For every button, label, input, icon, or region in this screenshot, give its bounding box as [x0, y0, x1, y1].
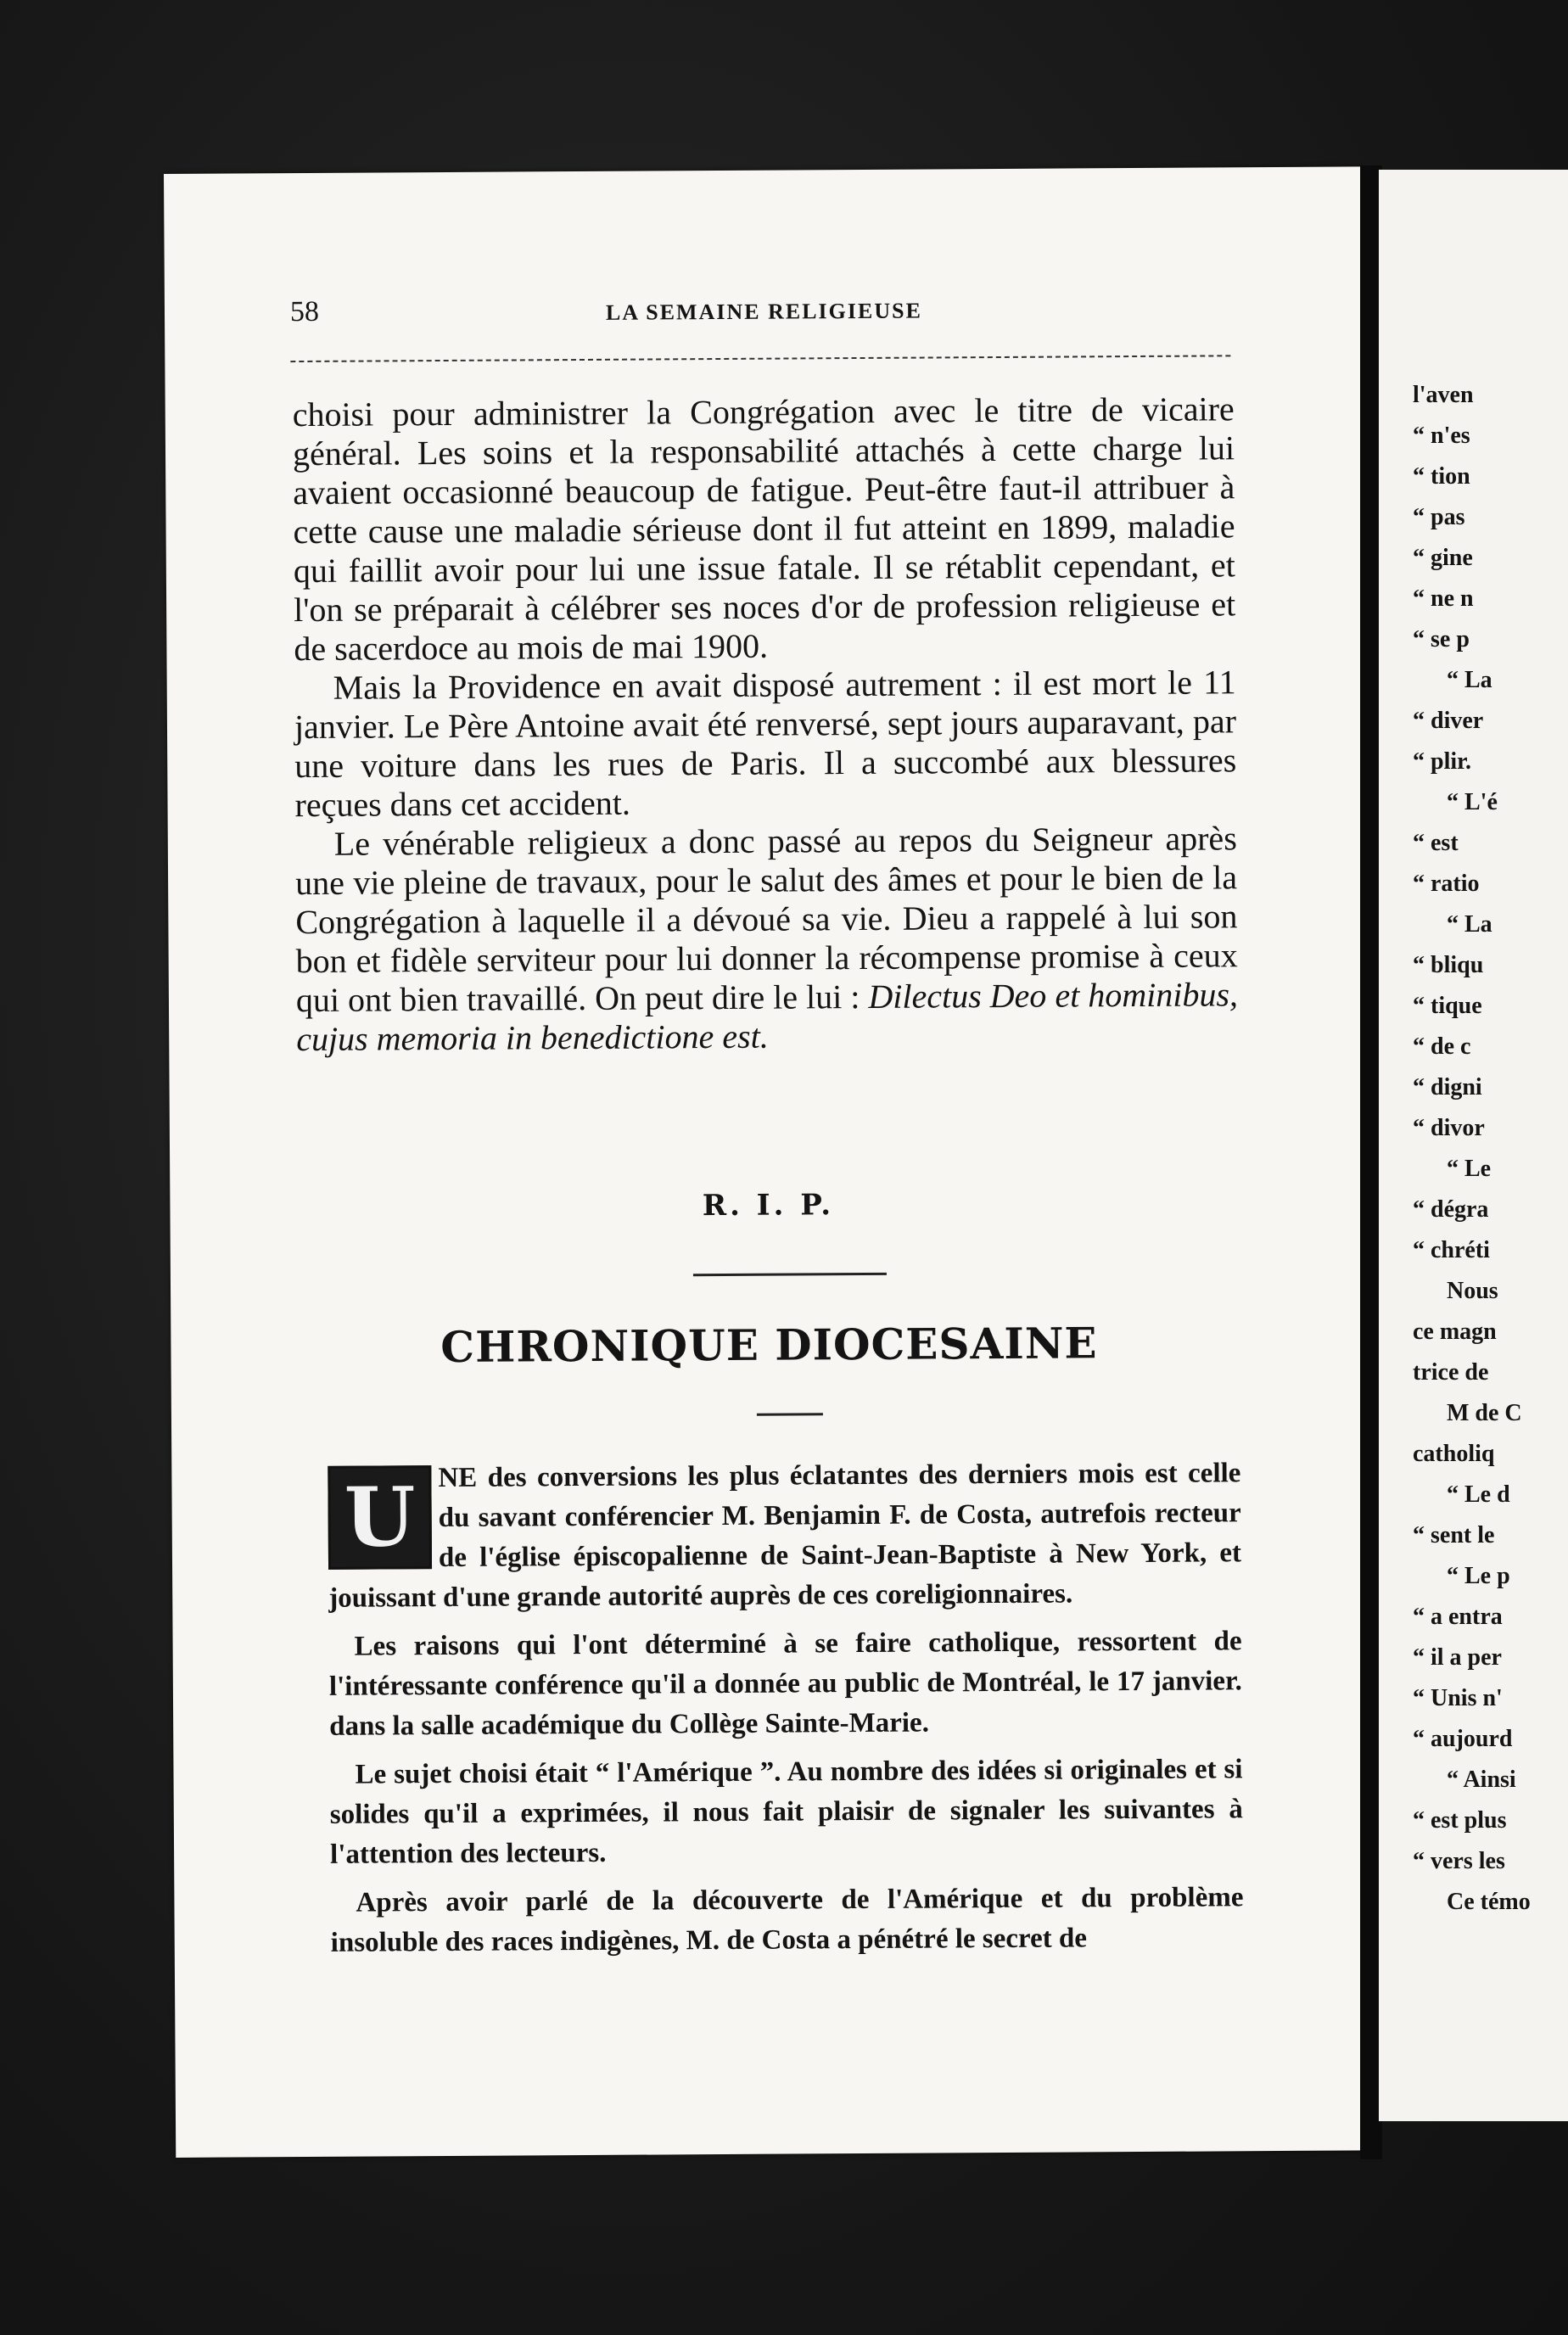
chronicle-text — [328, 1453, 1244, 1972]
right-page-line: “ Unis n' — [1413, 1685, 1503, 1711]
right-page-line: “ La — [1447, 667, 1492, 693]
paragraph — [295, 819, 1239, 1059]
right-page-line: “ aujourd — [1413, 1726, 1513, 1752]
right-page-line: “ Le — [1447, 1156, 1492, 1182]
right-page-line: “ ratio — [1413, 871, 1480, 897]
right-page-line: “ L'é — [1447, 789, 1498, 815]
right-page-line: “ gine — [1413, 545, 1473, 571]
right-page — [1379, 170, 1568, 2121]
right-page-line: “ a entra — [1413, 1604, 1503, 1630]
right-page-line: “ La — [1447, 911, 1492, 938]
header-rule — [290, 355, 1230, 362]
right-page-line: “ sent le — [1413, 1522, 1495, 1548]
paragraph: Après avoir parlé de la découverte de l'Amérique et du problème insoluble des races indigènes, M. de Costa a pénétré le secret de — [330, 1882, 1244, 1958]
right-page-line: “ se p — [1413, 626, 1470, 652]
right-page-line: M de C — [1447, 1400, 1522, 1426]
right-page-line: “ Le d — [1447, 1481, 1510, 1508]
running-head: LA SEMAINE RELIGIEUSE — [605, 298, 922, 325]
right-page-line: “ chréti — [1413, 1237, 1490, 1263]
paragraph: choisi pour administrer la Congrégation avec le titre de vicaire général. Les soins et la responsabilité attachés à cette charge lui avaient occasionné beaucoup de fatigue. Peut-être faut-il attribuer à cette cause une maladie sérieuse dont il fut atteint en 1899, maladie qui faillit avoir pour lui une issue fatale. Il se rétablit cependant, et l'on se préparait à célébrer ses noces d'or de profession religieuse et de sacerdoce au mois de mai 1900. — [292, 389, 1236, 669]
separator-rule — [693, 1273, 887, 1276]
paragraph: NE des conversions les plus éclatantes des derniers mois est celle du savant conférencier M. Benjamin F. de Costa, autrefois recteur de l'église épiscopalienne de Saint-Jean-Baptiste à New York, et jouissant d'une grande autorité auprès de ces coreligionnaires. — [328, 1458, 1242, 1614]
paragraph: Mais la Providence en avait disposé autrement : il est mort le 11 janvier. Le Père Antoine avait été renversé, sept jours auparavant, par une voiture dans les rues de Paris. Il a succombé aux blessures reçues dans cet accident. — [294, 663, 1237, 825]
right-page-line: trice de — [1413, 1359, 1489, 1386]
rip: R. I. P. — [702, 1188, 835, 1223]
right-page-line: “ diver — [1413, 708, 1484, 734]
right-page-line: “ dégra — [1413, 1196, 1489, 1223]
right-page-line: “ Le p — [1447, 1563, 1510, 1589]
right-page-line: “ n'es — [1413, 423, 1470, 449]
page-number: 58 — [289, 295, 320, 328]
dropcap-letter: U — [344, 1469, 416, 1565]
right-page-line: “ il a per — [1413, 1644, 1502, 1671]
right-page-line: Nous — [1447, 1278, 1498, 1304]
latin-quote: Dilectus Deo et hominibus, cujus memoria in benedictione est. — [296, 975, 1239, 1059]
separator-rule — [757, 1413, 823, 1415]
right-page-line: “ plir. — [1413, 748, 1471, 775]
right-page-line: “ vers les — [1413, 1848, 1505, 1874]
paragraph: Le sujet choisi était “ l'Amérique ”. Au nombre des idées si originales et si solides qu'il a exprimées, il nous fait plaisir de signaler les suivantes à l'attention des lecteurs. — [329, 1754, 1243, 1870]
right-page-line: “ est — [1413, 830, 1459, 856]
right-page-line: “ est plus — [1413, 1807, 1507, 1834]
right-page-line: “ tique — [1413, 993, 1482, 1019]
right-page-line: l'aven — [1413, 382, 1474, 408]
left-page — [164, 166, 1374, 2158]
right-page-line: ce magn — [1413, 1319, 1497, 1345]
paragraph: Les raisons qui l'ont déterminé à se faire catholique, ressortent de l'intéressante conférence qu'il a donnée au public de Montréal, le 17 janvier. dans la salle académique du Collège Sainte-Marie. — [328, 1626, 1242, 1742]
right-page-line: catholiq — [1413, 1441, 1495, 1467]
right-page-line: “ pas — [1413, 504, 1465, 530]
right-page-line: “ Ainsi — [1447, 1767, 1516, 1793]
right-page-line: “ bliqu — [1413, 952, 1484, 978]
right-page-line: “ digni — [1413, 1074, 1482, 1100]
right-page-line: Ce témo — [1447, 1889, 1531, 1915]
section-title: CHRONIQUE DIOCESAINE — [440, 1318, 1098, 1373]
right-page-line: “ divor — [1413, 1115, 1485, 1141]
right-page-line: “ de c — [1413, 1033, 1471, 1060]
right-page-line: “ tion — [1413, 463, 1470, 490]
right-page-line: “ ne n — [1413, 585, 1474, 612]
obituary-text — [293, 389, 1239, 1059]
paragraph-text: Le vénérable religieux a donc passé au repos du Seigneur après une vie pleine de travaux, pour le salut des âmes et pour le bien de la Congrégation à laquelle il a dévoué sa vie. Dieu a rappelé à lui son bon et fidèle serviteur pour lui donner la récompense promise à ceux qui ont bien travaillé. On peut dire le lui : — [294, 819, 1238, 1020]
